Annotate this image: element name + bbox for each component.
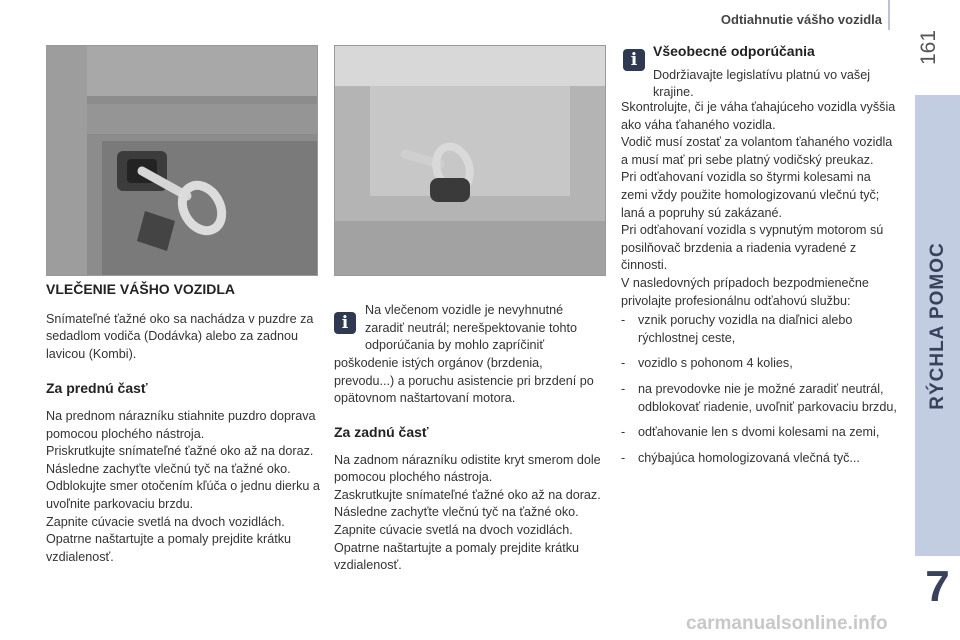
info-icon: i [623,49,645,71]
list-item: - chýbajúca homologizovaná vlečná tyč... [621,450,899,468]
general-heading: Všeobecné odporúčania [653,43,815,59]
chapter-title: RÝCHLA POMOC [927,242,948,410]
rear-step: Opatrne naštartujte a pomaly prejdite krátku vzdialenosť. [334,540,580,573]
right-column [621,99,899,475]
recommendation: Vodič musí zostať za volantom ťahaného vozidla a musí mať pri sebe platný vodičský preukaz. [621,135,893,167]
list-item: - vozidlo s pohonom 4 kolies, [621,355,899,373]
front-step: Odblokujte smer otočením kľúča o jednu dierku a uvoľnite parkovaciu brzdu. [46,479,320,511]
intro-paragraph: Snímateľné ťažné oko sa nachádza v puzdre za sedadlom vodiča (Dodávka) alebo za zadnou lavicou (Kombi). [46,311,314,361]
list-item: - odťahovanie len s dvomi kolesami na zemi, [621,424,899,442]
general-header [653,43,903,102]
list-item: - vznik poruchy vozidla na diaľnici alebo rýchlostnej ceste, [621,312,899,347]
front-step: Zapnite cúvacie svetlá na dvoch vozidlách. [46,514,285,529]
rear-step: Zaskrutkujte snímateľné ťažné oko až na doraz. [334,487,601,502]
list-item: - na prevodovke nie je možné zaradiť neutrál, odblokovať riadenie, uvoľniť parkovaciu brzdu, [621,381,899,416]
rear-tow-eye-photo [334,45,606,276]
note-first: Na vlečenom vozidle je nevyhnutné zaradiť neutrál; nerešpektovanie tohto odporúčania by mohlo zapríčiniť [365,303,577,353]
front-step: Na prednom nárazníku stiahnite puzdro doprava pomocou plochého nástroja. [46,408,316,441]
front-tow-eye-photo [46,45,318,276]
front-step: Následne zachyťte vlečnú tyč na ťažné oko. [46,461,291,476]
section-title: Odtiahnutie vášho vozidla [720,12,882,27]
header-divider [888,0,890,30]
rear-step: Následne zachyťte vlečnú tyč na ťažné oko. [334,505,579,520]
chapter-sidebar [915,95,960,556]
note-rest: poškodenie istých orgánov (brzdenia, prevodu...) a poruchu asistencie pri brzdení po opätovnom naštartovaní motora. [334,356,594,406]
legislation-note: Dodržiavajte legislatívu platnú vo vašej krajine. [653,67,871,100]
neutral-note-rest [334,355,604,408]
left-column [46,281,321,566]
neutral-note [365,302,600,355]
page-number: 161 [917,29,940,65]
service-cases-list [621,312,899,467]
rear-step: Zapnite cúvacie svetlá na dvoch vozidlách. [334,522,573,537]
middle-column [334,424,606,575]
front-step: Priskrutkujte snímateľné ťažné oko až na doraz. [46,444,314,459]
info-icon: i [334,312,356,334]
front-step: Opatrne naštartujte a pomaly prejdite krátku vzdialenosť. [46,532,292,564]
towing-heading: VLEČENIE VÁŠHO VOZIDLA [46,281,236,297]
rear-step: Na zadnom nárazníku odistite kryt smerom dole pomocou plochého nástroja. [334,452,601,485]
chapter-number: 7 [925,562,950,611]
recommendation: Pri odťahovaní vozidla so štyrmi kolesami na zemi vždy použite homologizovanú vlečnú tyč; laná a popruhy sú zakázané. [621,170,880,220]
watermark: carmanualsonline.info [686,613,888,634]
front-heading: Za prednú časť [46,380,148,397]
recommendation: Skontrolujte, či je váha ťahajúceho vozidla vyššia ako váha ťahaného vozidla. [621,100,896,132]
recommendation: Pri odťahovaní vozidla s vypnutým motorom sú posilňovač brzdenia a riadenia vyradené z činnosti. [621,223,884,273]
rear-heading: Za zadnú časť [334,424,429,440]
recommendation: V nasledovných prípadoch bezpodmienečne privolajte profesionálnu odťahovú službu: [621,275,869,308]
